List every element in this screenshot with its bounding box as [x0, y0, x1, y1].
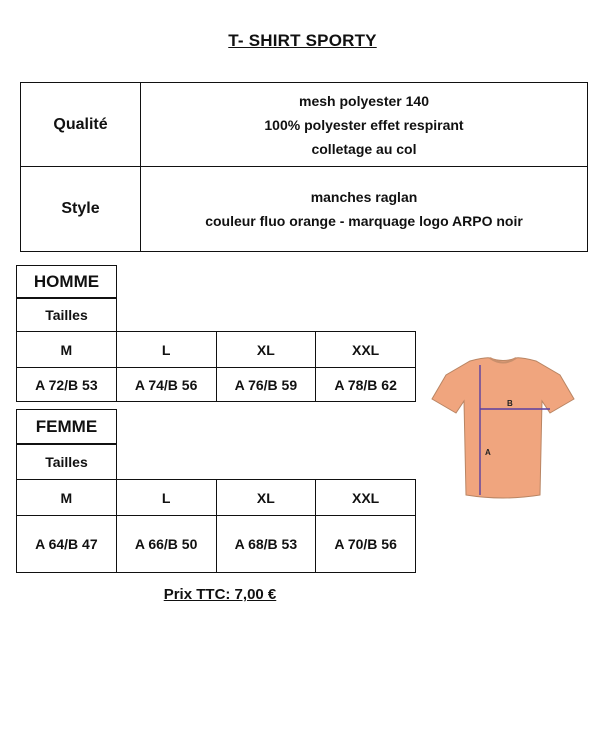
- size-cell: XL: [216, 480, 316, 516]
- size-cell: M: [17, 332, 117, 368]
- size-cell: L: [116, 480, 216, 516]
- spec-line: manches raglan: [310, 189, 418, 205]
- spec-line: mesh polyester 140: [299, 92, 429, 109]
- size-cell: L: [116, 332, 216, 368]
- spec-line: couleur fluo orange - marquage logo ARPO noir: [205, 213, 523, 229]
- size-cell: XL: [216, 332, 316, 368]
- tshirt-illustration: [428, 355, 578, 503]
- size-cell: XXL: [316, 480, 416, 516]
- measure-cell: A 68/B 53: [216, 516, 316, 573]
- femme-size-table: [16, 479, 416, 573]
- measure-cell: A 70/B 56: [316, 516, 416, 573]
- label-a: A: [485, 448, 491, 457]
- spec-line: 100% polyester effet respirant: [264, 116, 464, 133]
- spec-row-style: [21, 167, 588, 252]
- femme-header: FEMME: [16, 409, 117, 445]
- homme-header: HOMME: [16, 265, 117, 299]
- homme-size-table: [16, 331, 416, 402]
- spec-row-quality: [21, 83, 588, 167]
- measure-cell: A 76/B 59: [216, 368, 316, 402]
- spec-value-style: [141, 167, 588, 252]
- measure-cell: A 78/B 62: [316, 368, 416, 402]
- spec-table: [20, 82, 588, 252]
- size-row: [17, 480, 416, 516]
- spec-value-quality: [141, 83, 588, 167]
- measure-cell: A 72/B 53: [17, 368, 117, 402]
- spec-line: colletage au col: [311, 140, 417, 157]
- spec-label-quality: Qualité: [21, 83, 141, 167]
- size-cell: XXL: [316, 332, 416, 368]
- homme-sizes-label: Tailles: [16, 297, 117, 332]
- tshirt-shape: [432, 358, 574, 498]
- measure-row: [17, 516, 416, 573]
- price-label: Prix TTC: 7,00 €: [163, 586, 277, 603]
- label-b: B: [507, 399, 513, 408]
- size-row: [17, 332, 416, 368]
- page-title: T- SHIRT SPORTY: [228, 31, 377, 50]
- measure-cell: A 66/B 50: [116, 516, 216, 573]
- measure-cell: A 64/B 47: [17, 516, 117, 573]
- spec-label-style: Style: [21, 167, 141, 252]
- measure-cell: A 74/B 56: [116, 368, 216, 402]
- measure-row: [17, 368, 416, 402]
- size-cell: M: [17, 480, 117, 516]
- femme-sizes-label: Tailles: [16, 443, 117, 480]
